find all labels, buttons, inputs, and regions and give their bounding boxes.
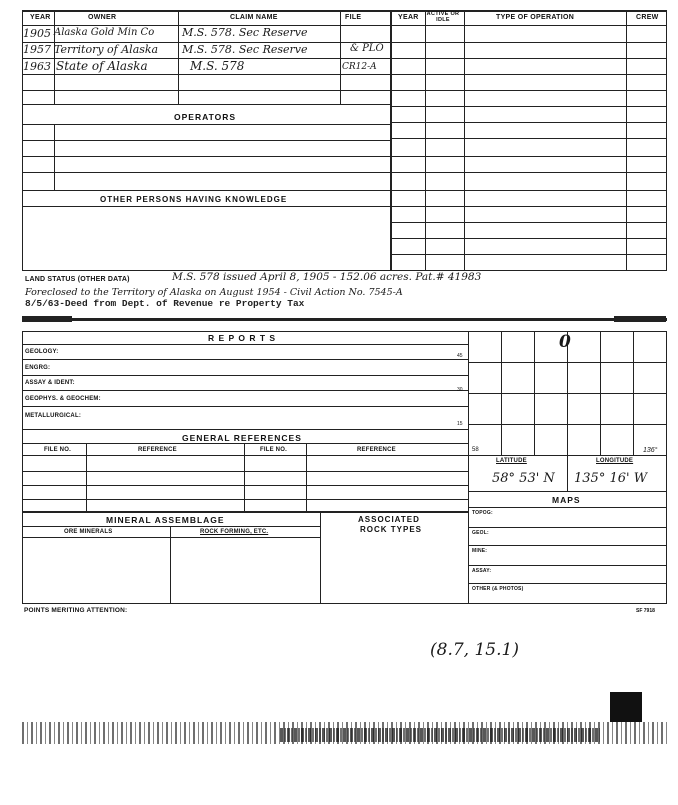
owner-row-2-year: 1957 [23, 43, 51, 56]
margin-num-15: 15 [457, 421, 463, 427]
operators-label: OPERATORS [174, 112, 237, 122]
header-year-2: YEAR [398, 14, 419, 21]
land-status-line-1: M.S. 578 issued April 8, 1905 - 152.06 acres. Pat.# 41983 [172, 271, 482, 283]
location-grid [468, 331, 667, 455]
margin-num-45: 45 [457, 353, 463, 359]
owner-row-3-owner: State of Alaska [56, 59, 148, 73]
rule-smudge-right [614, 316, 666, 322]
header-claim-name: CLAIM NAME [230, 14, 278, 21]
ref-col-reference-2: REFERENCE [357, 447, 396, 453]
ore-minerals-label: ORE MINERALS [64, 529, 113, 535]
general-references-title: GENERAL REFERENCES [182, 433, 302, 443]
header-file: FILE [345, 14, 362, 21]
maps-mine: MINE: [472, 548, 488, 554]
maps-other: OTHER (& PHOTOS) [472, 586, 524, 592]
report-engrg: ENGRG: [25, 365, 51, 371]
reports-title: R E P O R T S [208, 333, 277, 343]
owner-row-1-owner: Alaska Gold Min Co [54, 27, 155, 38]
report-assay: ASSAY & IDENT: [25, 380, 75, 386]
longitude-label: LONGITUDE [596, 458, 634, 464]
owner-row-1-year: 1905 [23, 27, 51, 40]
report-geology: GEOLOGY: [25, 349, 59, 355]
ref-col-file-no-2: FILE NO. [260, 447, 287, 453]
maps-assay: ASSAY: [472, 568, 492, 574]
rule-smudge-left [22, 316, 72, 322]
owner-row-1-claim: M.S. 578. Sec Reserve [182, 26, 308, 39]
owner-row-2-claim: M.S. 578. Sec Reserve [182, 43, 308, 56]
land-status-line-2: Foreclosed to the Territory of Alaska on August 1954 - Civil Action No. 7545-A [25, 287, 403, 298]
associated-label: ASSOCIATED [358, 515, 420, 524]
maps-geol: GEOL: [472, 530, 489, 536]
owner-row-2-owner: Territory of Alaska [54, 43, 159, 56]
margin-num-30: 30 [457, 387, 463, 393]
longitude-value: 135° 16' W [574, 471, 648, 486]
header-active-idle: ACTIVE OR IDLE [426, 11, 460, 23]
top-table [22, 10, 667, 270]
header-year: YEAR [30, 14, 51, 21]
grid-corner-lat: 58 [472, 447, 479, 453]
scan-black-mark [610, 692, 642, 722]
ref-col-file-no-1: FILE NO. [44, 447, 71, 453]
grid-mark: 0 [559, 332, 571, 352]
owner-row-3-claim: M.S. 578 [190, 59, 245, 73]
report-metallurgical: METALLURGICAL: [25, 413, 82, 419]
ref-col-reference-1: REFERENCE [138, 447, 177, 453]
latitude-label: LATITUDE [496, 458, 527, 464]
handwritten-note: (8.7, 15.1) [430, 640, 519, 660]
mineral-assemblage-title: MINERAL ASSEMBLAGE [106, 515, 225, 525]
maps-title: MAPS [552, 495, 581, 505]
owner-row-3-file: CR12-A [342, 62, 377, 72]
header-owner: OWNER [88, 14, 117, 21]
other-persons-label: OTHER PERSONS HAVING KNOWLEDGE [100, 195, 288, 204]
form-number: SF 7918 [636, 608, 655, 614]
header-type-of-operation: TYPE OF OPERATION [496, 14, 575, 21]
latitude-value: 58° 53' N [492, 471, 555, 486]
points-label: POINTS MERITING ATTENTION: [24, 607, 128, 614]
report-geophys: GEOPHYS. & GEOCHEM: [25, 396, 101, 402]
land-status-line-3: 8/5/63-Deed from Dept. of Revenue re Property Tax [25, 298, 305, 309]
owner-row-3-year: 1963 [23, 60, 51, 73]
header-crew: CREW [636, 14, 659, 21]
rock-forming-label: ROCK FORMING, ETC. [200, 529, 269, 535]
middle-section [22, 331, 667, 603]
rock-types-label: ROCK TYPES [360, 525, 423, 534]
maps-topog: TOPOG: [472, 510, 493, 516]
scan-noise-band-dark [280, 728, 600, 742]
land-status-label: LAND STATUS (OTHER DATA) [25, 276, 130, 283]
section-divider [22, 318, 667, 321]
grid-corner-lon: 136° [643, 447, 658, 454]
owner-row-2-file: & PLO [350, 43, 384, 54]
